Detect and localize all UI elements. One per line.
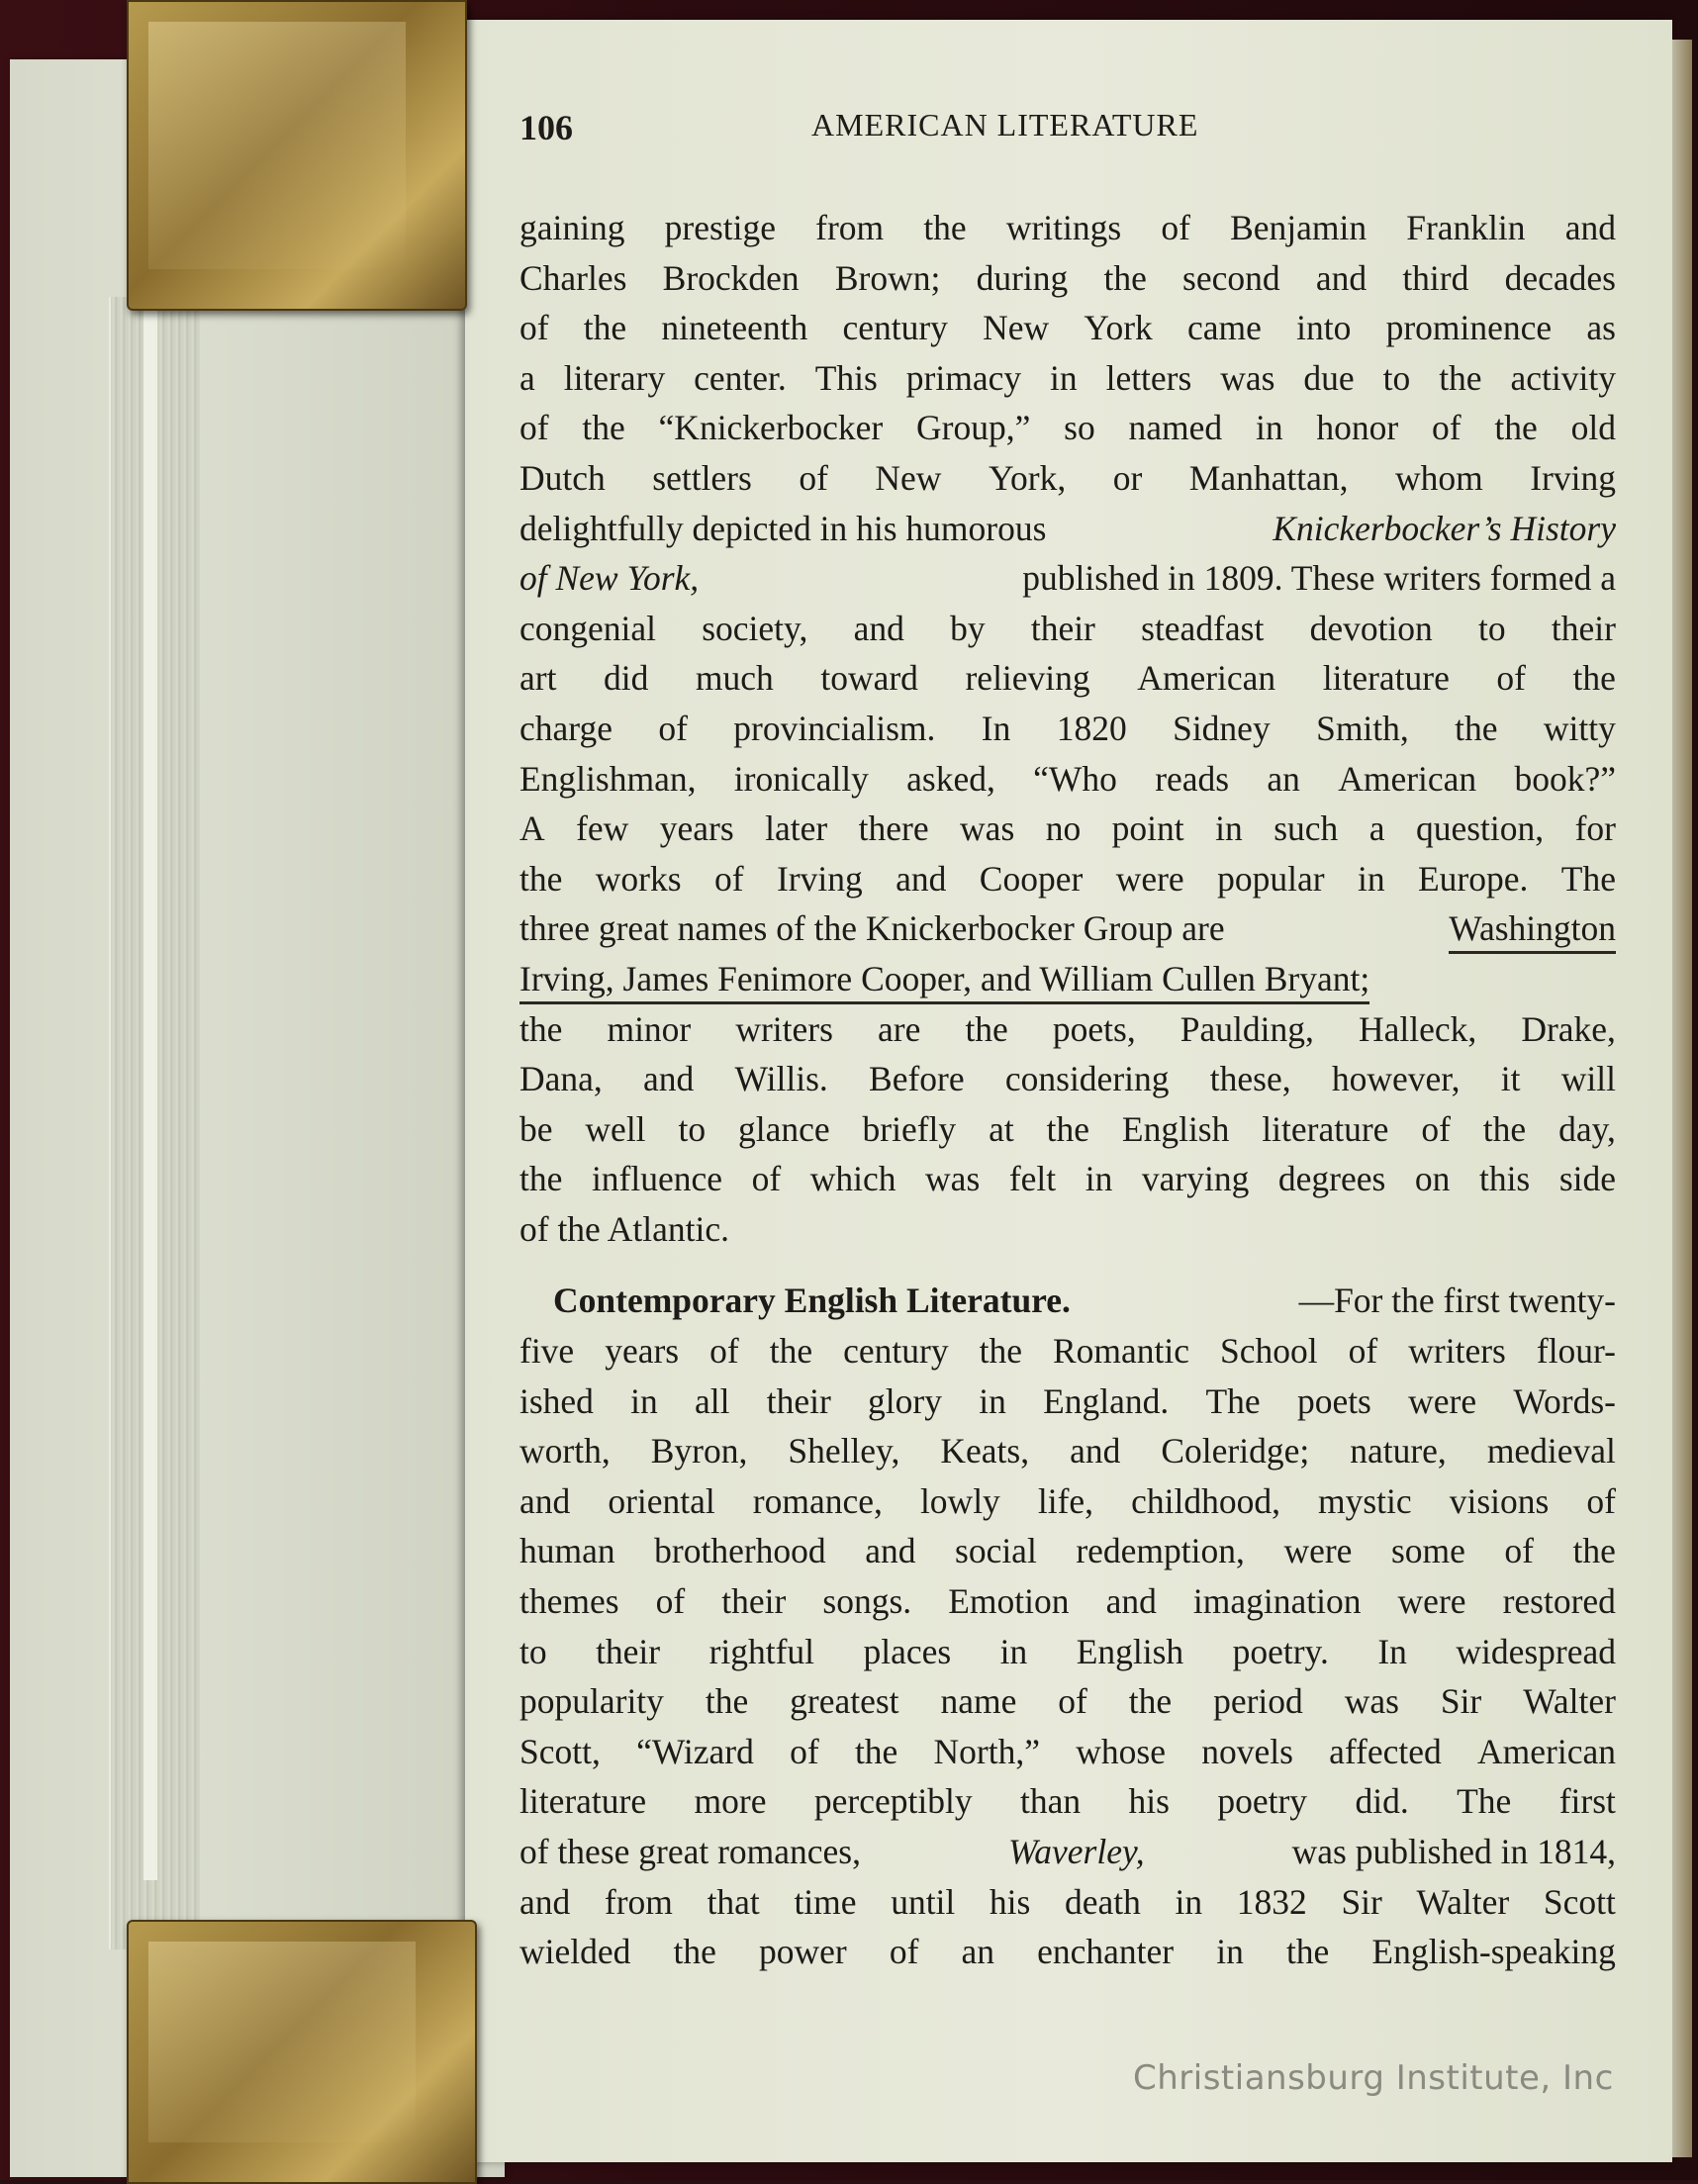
text-line: Englishman, ironically asked, “Who reads an American book?” [519,758,1616,799]
underlined-text: Irving, James Fenimore Cooper, and William Cullen Bryant; [519,954,1369,1004]
watermark: Christiansburg Institute, Inc [1133,2058,1614,2098]
text-line: be well to glance briefly at the English literature of the day, [519,1108,1616,1149]
underlined-text: Washington [1449,903,1616,954]
text-line: human brotherhood and social redemption, were some of the [519,1531,1616,1571]
page-body [519,203,1616,1977]
text-line: worth, Byron, Shelley, Keats, and Coleridge; nature, medieval [519,1431,1616,1472]
text-line: and from that time until his death in 1832 Sir Walter Scott [519,1881,1616,1922]
text-line: Dana, and Willis. Before considering these, however, it will [519,1059,1616,1099]
text-line: themes of their songs. Emotion and imagination were restored [519,1581,1616,1622]
text-line: Dutch settlers of New York, or Manhattan, whom Irving [519,457,1616,498]
text-line: gaining prestige from the writings of Benjamin Franklin and [519,208,1616,247]
text-line: a literary center. This primacy in letters was due to the activity [519,357,1616,398]
text-line: five years of the century the Romantic School of writers flour- [519,1331,1616,1372]
text-line: the influence of which was felt in varying degrees on this side [519,1159,1616,1199]
book-title: Waverley, [1007,1832,1145,1871]
top-page-clip [127,0,467,311]
bottom-page-clip [127,1920,477,2184]
text-line: of the Atlantic. [519,1208,729,1249]
text-line [519,954,1616,1004]
text-line: the works of Irving and Cooper were popular in Europe. The [519,858,1616,899]
paper-strip [143,297,157,1880]
text-line: of the nineteenth century New York came into prominence as [519,308,1616,348]
text-line: of New York, published in 1809. These writers formed a [519,553,1616,604]
text-line: Scott, “Wizard of the North,” whose novels affected American [519,1731,1616,1771]
text-line: of these great romances, Waverley, was published in 1814, [519,1827,1616,1877]
text-line: of the “Knickerbocker Group,” so named in honor of the old [519,408,1616,448]
page-number: 106 [519,108,573,147]
text-line: literature more perceptibly than his poetry did. The first [519,1781,1616,1822]
text-line: wielded the power of an enchanter in the English-speaking [519,1932,1616,1972]
book-title: Knickerbocker’s History [1273,508,1616,548]
text-line: charge of provincialism. In 1820 Sidney Smith, the witty [519,708,1616,748]
text-line: Charles Brockden Brown; during the second and third decades [519,257,1616,298]
text-line: art did much toward relieving American literature of the [519,658,1616,699]
book-title: of New York, [519,558,700,599]
page-edge-right [1672,40,1692,2157]
text-line: three great names of the Knickerbocker Group are Washington [519,903,1616,954]
text-line: delightfully depicted in his humorous Knickerbocker’s History [519,504,1616,554]
text-line: and oriental romance, lowly life, childhood, mystic visions of [519,1480,1616,1521]
text-line: ished in all their glory in England. The poets were Words- [519,1380,1616,1421]
text-line: the minor writers are the poets, Paulding, Halleck, Drake, [519,1008,1616,1049]
running-title: AMERICAN LITERATURE [811,107,1199,142]
text-line: Contemporary English Literature. —For the first twenty- [519,1276,1616,1326]
section-heading: Contemporary English Literature. [553,1281,1071,1321]
text-line: congenial society, and by their steadfast devotion to their [519,608,1616,648]
text-line: A few years later there was no point in such a question, for [519,808,1616,849]
previous-page [10,59,505,2177]
page-header [519,107,1618,150]
text-line: popularity the greatest name of the period was Sir Walter [519,1681,1616,1722]
text-line: to their rightful places in English poetry. In widespread [519,1631,1616,1671]
